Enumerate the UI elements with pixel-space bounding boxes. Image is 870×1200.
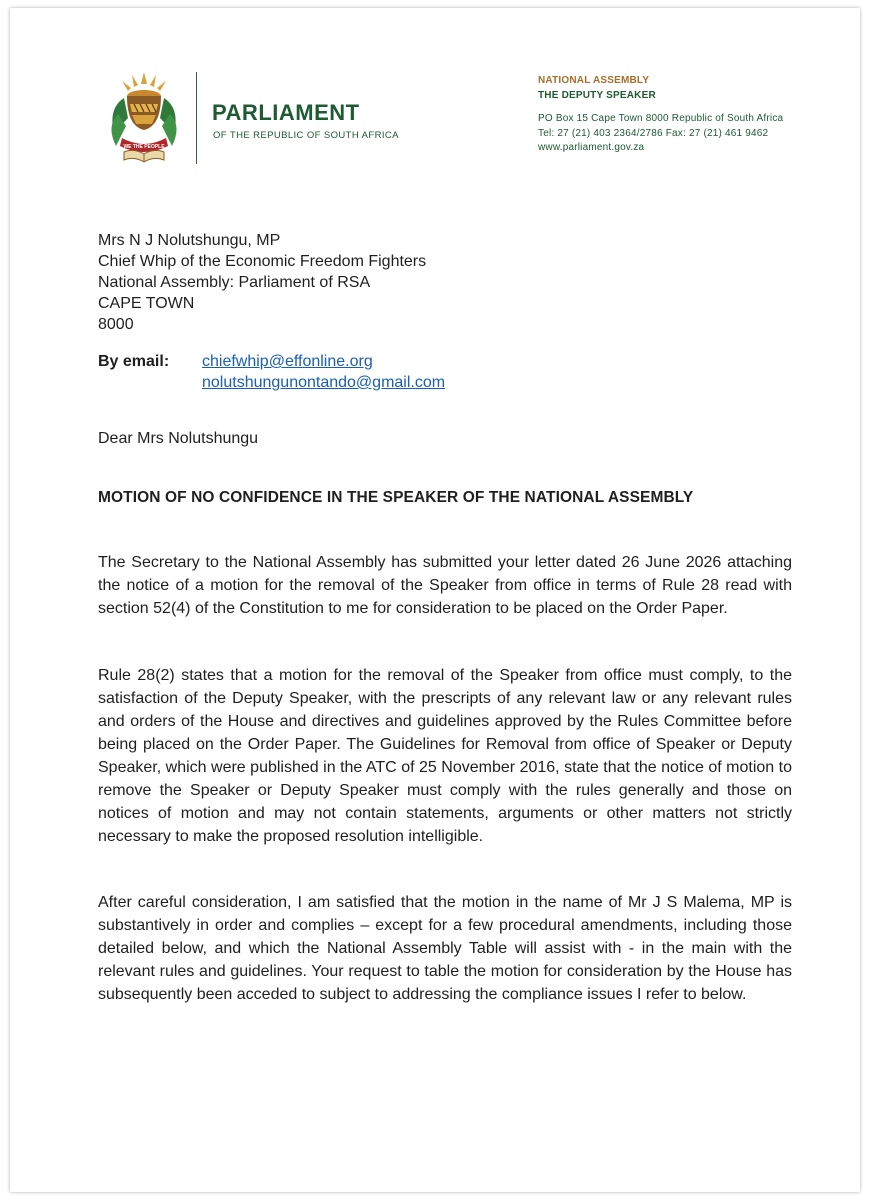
email-link-chiefwhip[interactable]: chiefwhip@effonline.org (202, 353, 373, 370)
letter-subject: MOTION OF NO CONFIDENCE IN THE SPEAKER OF THE NATIONAL ASSEMBLY (98, 489, 694, 506)
recipient-address (98, 230, 426, 335)
recipient-postcode: 8000 (98, 316, 134, 333)
office-phone-fax: Tel: 27 (21) 403 2364/2786 Fax: 27 (21) 461 9462 (538, 127, 769, 139)
office-name: NATIONAL ASSEMBLY (538, 75, 650, 86)
email-links (202, 351, 445, 393)
office-details (538, 74, 783, 156)
body-paragraph-2: Rule 28(2) states that a motion for the removal of the Speaker from office must comply, to the satisfaction of the Deputy Speaker, with the prescripts of any relevant law or any relevant rules and orders of the House and directives and guidelines approved by the Rules Committee before being placed on the Order Paper. The Guidelines for Removal from office of Speaker or Deputy Speaker, which were published in the ATC of 25 November 2016, state that the notice of motion to remove the Speaker or Deputy Speaker must comply with the rules generally and those on notices of motion and may not contain statements, arguments or other matters not strictly necessary to make the proposed resolution intelligible. (98, 667, 792, 845)
office-title: THE DEPUTY SPEAKER (538, 89, 656, 101)
recipient-title: Chief Whip of the Economic Freedom Fighters (98, 253, 427, 270)
email-label: By email: (98, 353, 170, 370)
salutation: Dear Mrs Nolutshungu (98, 430, 259, 447)
recipient-org: National Assembly: Parliament of RSA (98, 274, 371, 291)
recipient-city: CAPE TOWN (98, 295, 195, 312)
logo-subtitle: OF THE REPUBLIC OF SOUTH AFRICA (213, 130, 399, 141)
body-paragraph-1: The Secretary to the National Assembly has submitted your letter dated 26 June 2026 attaching the notice of a motion for the removal of the Speaker from office in terms of Rule 28 read with section 52(4) of the Constitution to me for consideration to be placed on the Order Paper. (98, 554, 792, 617)
office-website: www.parliament.gov.za (538, 142, 645, 153)
crest-banner-text: WE THE PEOPLE (123, 144, 165, 150)
letter-page (10, 8, 860, 1192)
office-postal-address: PO Box 15 Cape Town 8000 Republic of South Africa (538, 113, 784, 124)
logo-title: PARLIAMENT (212, 100, 360, 125)
parliament-crest-logo (94, 68, 194, 168)
logo-divider (196, 72, 197, 164)
body-paragraph-3: After careful consideration, I am satisfied that the motion in the name of Mr J S Malema, MP is substantively in order and complies – except for a few procedural amendments, including those detailed below, and which the National Assembly Table will assist with - in the main with the relevant rules and guidelines. Your request to table the motion for consideration by the House has subsequently been acceded to subject to addressing the compliance issues I refer to below. (98, 894, 792, 1003)
email-link-personal[interactable]: nolutshungunontando@gmail.com (202, 374, 446, 391)
recipient-name: Mrs N J Nolutshungu, MP (98, 232, 281, 249)
